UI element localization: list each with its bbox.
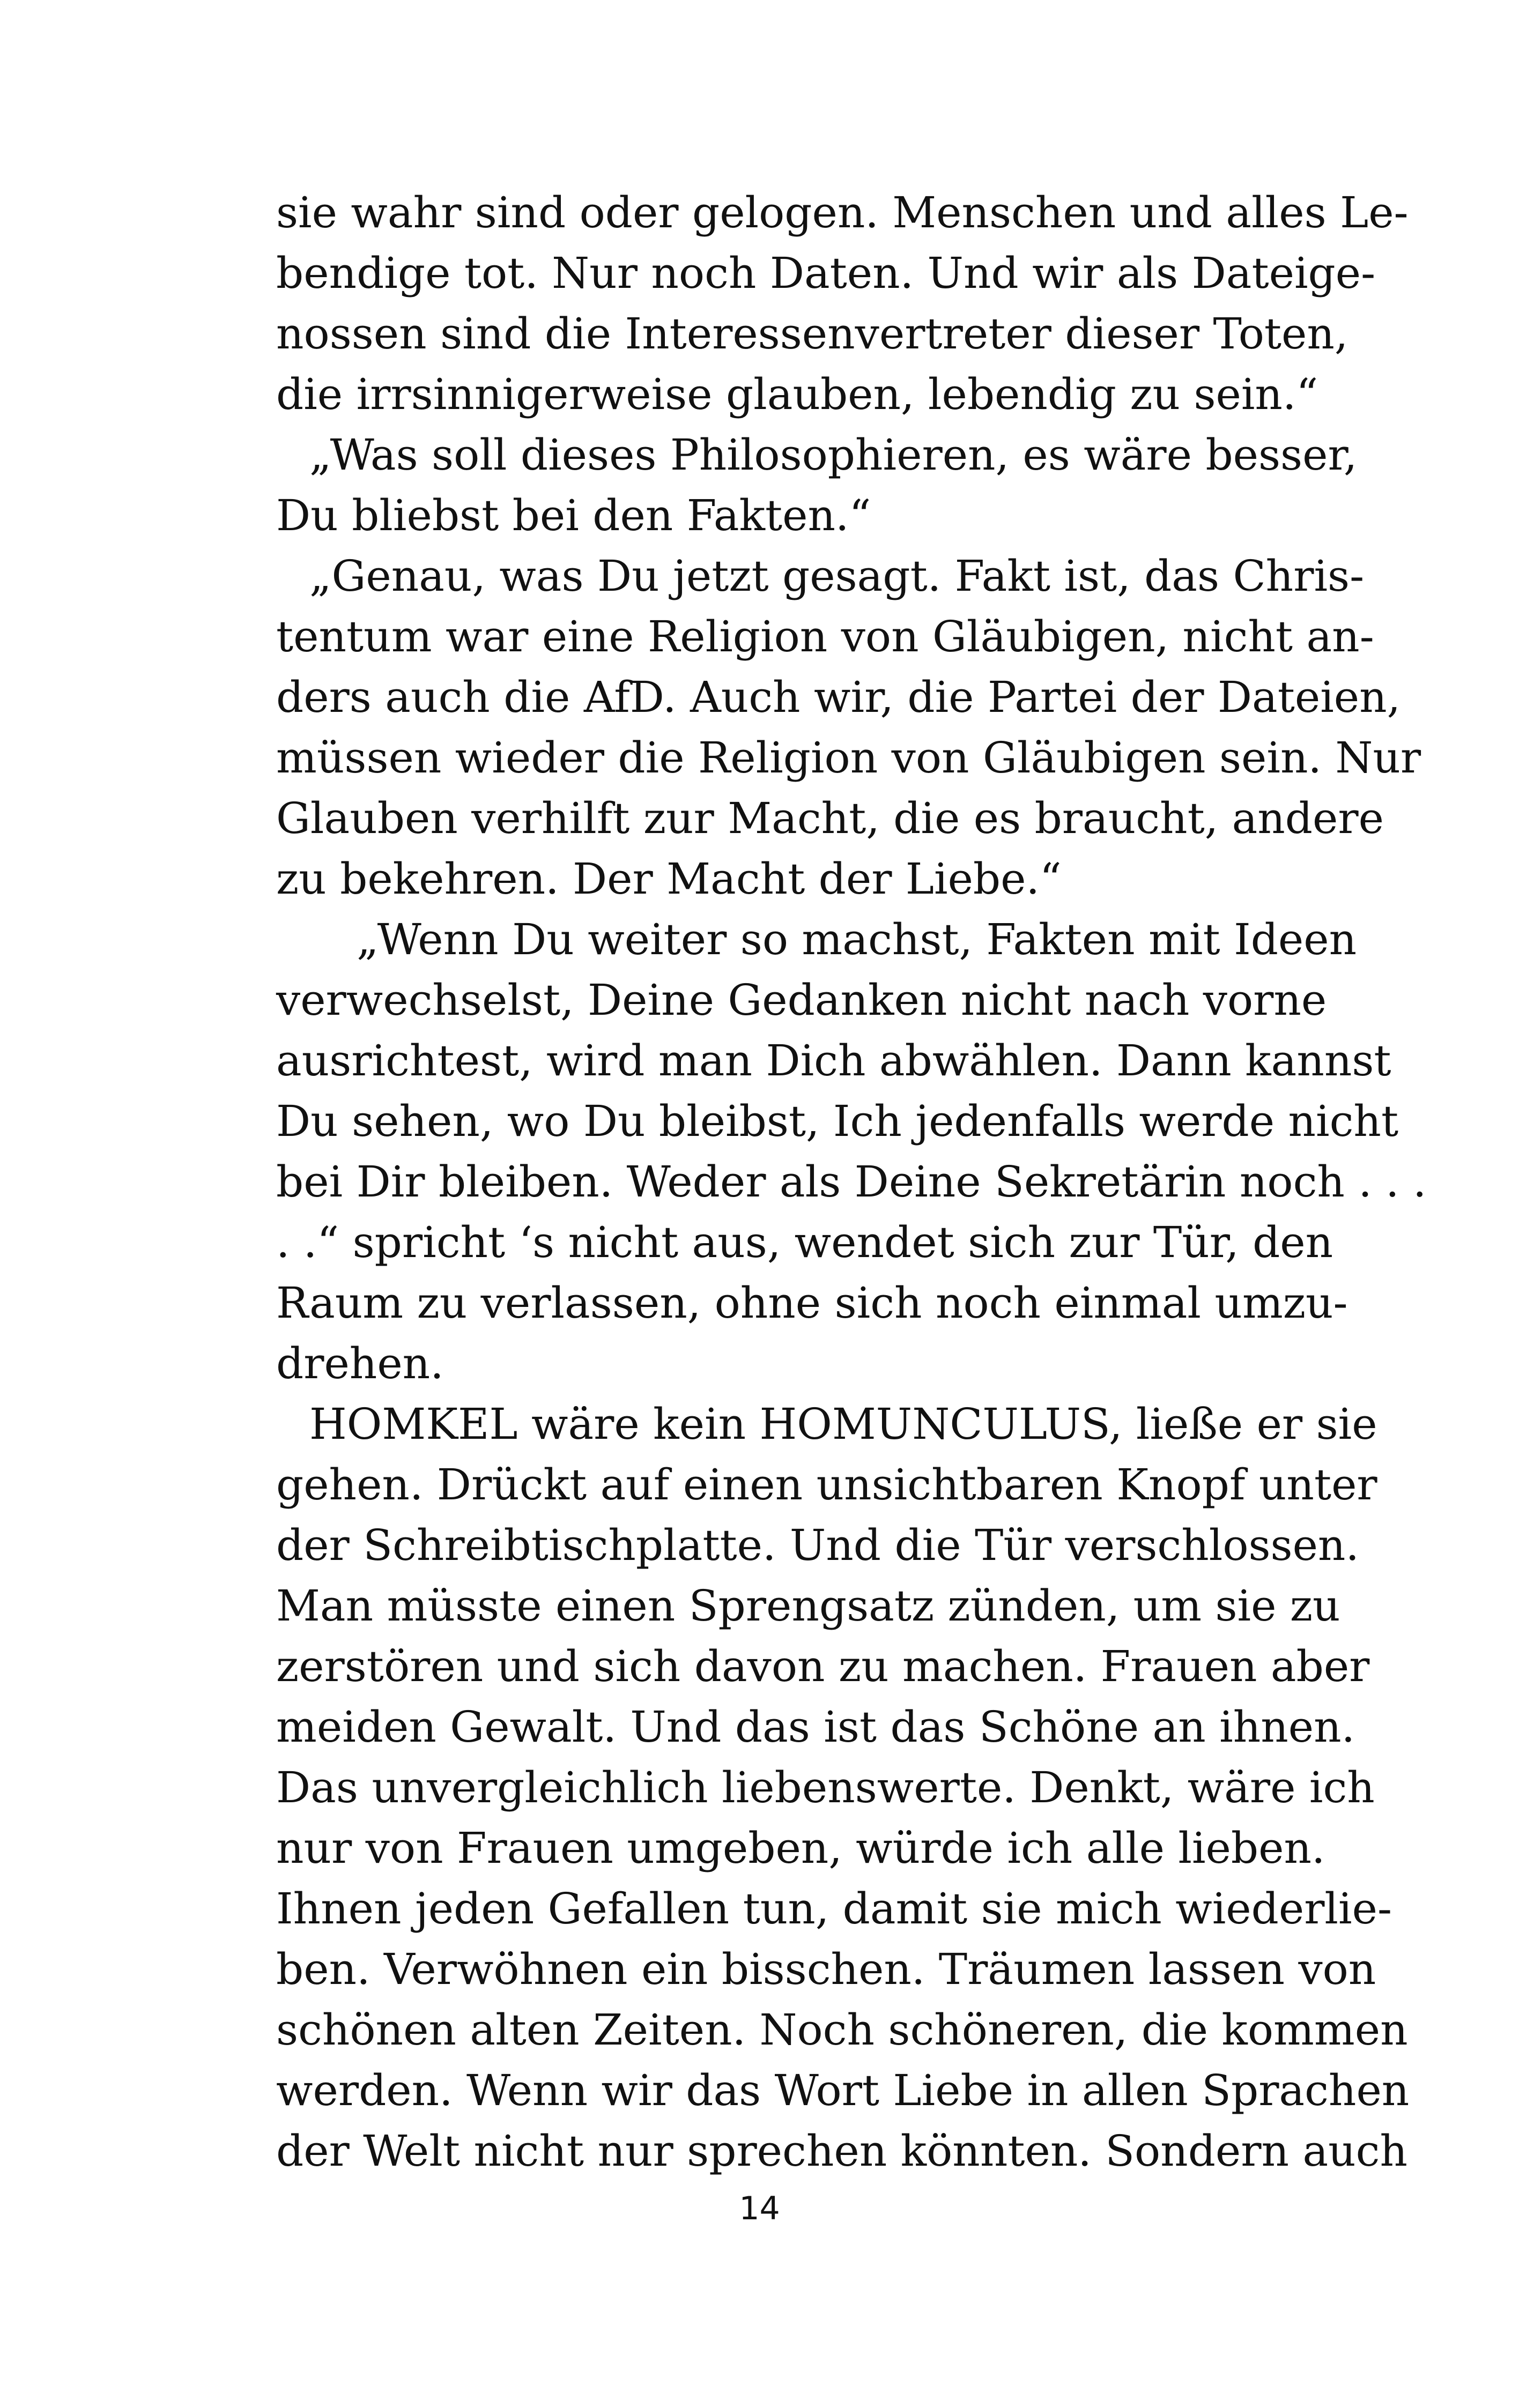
page-number: 14 bbox=[739, 2190, 780, 2227]
text-line: Glauben verhilft zur Macht, die es braucht, andere bbox=[276, 793, 1384, 843]
text-line: müssen wieder die Religion von Gläubigen sein. Nur bbox=[276, 733, 1421, 783]
text-line: Du sehen, wo Du bleibst, Ich jedenfalls werde nicht bbox=[276, 1096, 1399, 1146]
text-line: ausrichtest, wird man Dich abwählen. Dann kannst bbox=[276, 1036, 1391, 1086]
text-line: meiden Gewalt. Und das ist das Schöne an ihnen. bbox=[276, 1702, 1355, 1752]
text-line: „Genau, was Du jetzt gesagt. Fakt ist, das Chris- bbox=[309, 551, 1365, 601]
text-line: verwechselst, Deine Gedanken nicht nach vorne bbox=[276, 975, 1327, 1025]
text-line: Raum zu verlassen, ohne sich noch einmal umzu- bbox=[276, 1278, 1348, 1328]
text-line: HOMKEL wäre kein HOMUNCULUS, ließe er sie bbox=[309, 1399, 1377, 1449]
text-line: „Was soll dieses Philosophieren, es wäre besser, bbox=[309, 430, 1358, 480]
text-line: zu bekehren. Der Macht der Liebe.“ bbox=[276, 854, 1062, 904]
text-line: zerstören und sich davon zu machen. Frauen aber bbox=[276, 1641, 1370, 1691]
text-line: Du bliebst bei den Fakten.“ bbox=[276, 490, 871, 540]
text-line: schönen alten Zeiten. Noch schöneren, die kommen bbox=[276, 2005, 1408, 2055]
text-line: der Schreibtischplatte. Und die Tür verschlossen. bbox=[276, 1520, 1359, 1570]
text-line: der Welt nicht nur sprechen könnten. Sondern auch bbox=[276, 2126, 1407, 2176]
text-line: gehen. Drückt auf einen unsichtbaren Knopf unter bbox=[276, 1460, 1377, 1510]
text-line: . .“ spricht ‘s nicht aus, wendet sich zur Tür, den bbox=[276, 1217, 1333, 1267]
text-line: bendige tot. Nur noch Daten. Und wir als Dateige- bbox=[276, 248, 1376, 298]
text-line: Ihnen jeden Gefallen tun, damit sie mich wiederlie- bbox=[276, 1884, 1392, 1934]
text-line: sie wahr sind oder gelogen. Menschen und alles Le- bbox=[276, 188, 1409, 237]
text-line: nur von Frauen umgeben, würde ich alle lieben. bbox=[276, 1823, 1325, 1873]
text-line: tentum war eine Religion von Gläubigen, nicht an- bbox=[276, 612, 1374, 662]
text-line: Das unvergleichlich liebenswerte. Denkt, wäre ich bbox=[276, 1763, 1375, 1812]
body-text bbox=[276, 182, 1427, 2181]
text-line: nossen sind die Interessenvertreter dieser Toten, bbox=[276, 309, 1348, 359]
text-line: werden. Wenn wir das Wort Liebe in allen Sprachen bbox=[276, 2065, 1410, 2115]
text-line: drehen. bbox=[276, 1339, 444, 1388]
text-line: ders auch die AfD. Auch wir, die Partei der Dateien, bbox=[276, 672, 1401, 722]
text-line: Man müsste einen Sprengsatz zünden, um sie zu bbox=[276, 1581, 1340, 1631]
text-line: „Wenn Du weiter so machst, Fakten mit Ideen bbox=[357, 915, 1357, 964]
text-line: die irrsinnigerweise glauben, lebendig zu sein.“ bbox=[276, 369, 1318, 419]
text-line: ben. Verwöhnen ein bisschen. Träumen lassen von bbox=[276, 1944, 1376, 1994]
text-line: bei Dir bleiben. Weder als Deine Sekretärin noch . . . bbox=[276, 1157, 1427, 1207]
